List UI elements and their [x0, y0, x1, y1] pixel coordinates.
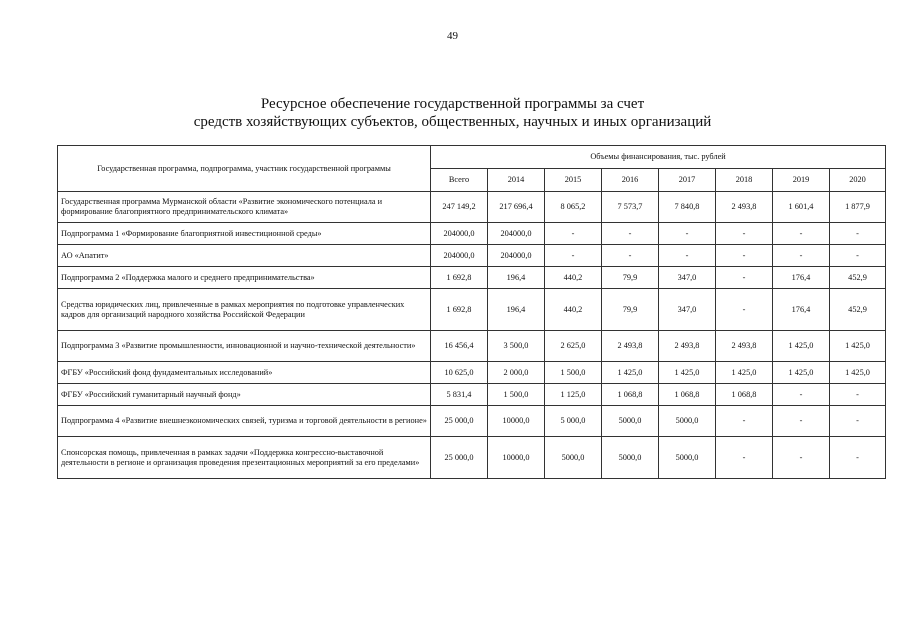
row-value: 196,4: [488, 267, 545, 289]
row-value: 2 493,8: [602, 331, 659, 362]
row-name: Подпрограмма 3 «Развитие промышленности, инновационной и научно-технической деятельности»: [58, 331, 431, 362]
row-value: -: [716, 267, 773, 289]
table-row: [58, 192, 886, 223]
row-value: -: [545, 223, 602, 245]
row-value: 1 500,0: [488, 384, 545, 406]
header-year-2017: 2017: [659, 169, 716, 192]
row-value: 217 696,4: [488, 192, 545, 223]
row-name: Государственная программа Мурманской области «Развитие экономического потенциала и формирование благоприятного предпринимательского климата»: [58, 192, 431, 223]
row-value: 1 425,0: [830, 362, 886, 384]
row-name: ФГБУ «Российский фонд фундаментальных исследований»: [58, 362, 431, 384]
row-value: -: [773, 437, 830, 479]
header-year-2019: 2019: [773, 169, 830, 192]
row-value: 5000,0: [545, 437, 602, 479]
row-name: Спонсорская помощь, привлеченная в рамках задачи «Поддержка конгрессно-выставочной деятельности в регионе и организация проведения презентационных мероприятий за его пределами»: [58, 437, 431, 479]
row-value: 1 692,8: [431, 267, 488, 289]
row-value: 1 425,0: [773, 362, 830, 384]
row-value: -: [830, 437, 886, 479]
row-value: 2 625,0: [545, 331, 602, 362]
financing-table: [57, 145, 886, 479]
row-value: -: [716, 437, 773, 479]
table-row: [58, 245, 886, 267]
row-value: 5 831,4: [431, 384, 488, 406]
row-value: 347,0: [659, 289, 716, 331]
row-name: Подпрограмма 1 «Формирование благоприятной инвестиционной среды»: [58, 223, 431, 245]
row-value: 440,2: [545, 267, 602, 289]
row-value: 204000,0: [488, 245, 545, 267]
row-value: 1 425,0: [659, 362, 716, 384]
row-value: -: [716, 289, 773, 331]
row-value: 176,4: [773, 289, 830, 331]
row-name: Средства юридических лиц, привлеченные в рамках мероприятия по подготовке управленческих кадров для организаций народного хозяйства Российской Федерации: [58, 289, 431, 331]
row-value: 1 601,4: [773, 192, 830, 223]
row-value: 5000,0: [602, 406, 659, 437]
row-value: 440,2: [545, 289, 602, 331]
row-value: 7 573,7: [602, 192, 659, 223]
row-value: 3 500,0: [488, 331, 545, 362]
header-program-name: Государственная программа, подпрограмма, участник государственной программы: [58, 146, 431, 192]
row-value: 1 425,0: [602, 362, 659, 384]
row-value: 1 500,0: [545, 362, 602, 384]
row-name: ФГБУ «Российский гуманитарный научный фонд»: [58, 384, 431, 406]
table-row: [58, 384, 886, 406]
row-value: -: [830, 245, 886, 267]
row-value: 2 493,8: [659, 331, 716, 362]
row-value: 1 068,8: [602, 384, 659, 406]
row-value: 1 877,9: [830, 192, 886, 223]
row-value: -: [773, 406, 830, 437]
header-year-2018: 2018: [716, 169, 773, 192]
row-value: 347,0: [659, 267, 716, 289]
table-row: [58, 267, 886, 289]
table-row: [58, 331, 886, 362]
table-row: [58, 362, 886, 384]
row-value: 7 840,8: [659, 192, 716, 223]
table-row: [58, 223, 886, 245]
row-value: 25 000,0: [431, 406, 488, 437]
row-value: 5000,0: [659, 406, 716, 437]
row-value: -: [716, 406, 773, 437]
row-value: 452,9: [830, 267, 886, 289]
row-value: 1 692,8: [431, 289, 488, 331]
row-value: 2 493,8: [716, 192, 773, 223]
row-value: 10 625,0: [431, 362, 488, 384]
row-name: Подпрограмма 4 «Развитие внешнеэкономических связей, туризма и торговой деятельности в регионе»: [58, 406, 431, 437]
row-value: -: [830, 223, 886, 245]
document-title: [0, 95, 905, 131]
row-value: -: [773, 223, 830, 245]
header-year-2016: 2016: [602, 169, 659, 192]
title-line-2: средств хозяйствующих субъектов, общественных, научных и иных организаций: [193, 114, 712, 130]
row-value: -: [602, 245, 659, 267]
row-value: 79,9: [602, 267, 659, 289]
table-row: [58, 289, 886, 331]
row-name: АО «Апатит»: [58, 245, 431, 267]
row-name: Подпрограмма 2 «Поддержка малого и среднего предпринимательства»: [58, 267, 431, 289]
header-year-2020: 2020: [830, 169, 886, 192]
row-value: 25 000,0: [431, 437, 488, 479]
row-value: 1 425,0: [773, 331, 830, 362]
row-value: 10000,0: [488, 406, 545, 437]
row-value: 196,4: [488, 289, 545, 331]
table-body: [58, 192, 886, 479]
row-value: -: [716, 223, 773, 245]
row-value: -: [773, 384, 830, 406]
row-value: 2 493,8: [716, 331, 773, 362]
row-value: -: [602, 223, 659, 245]
table-row: [58, 437, 886, 479]
row-value: 1 425,0: [830, 331, 886, 362]
row-value: 176,4: [773, 267, 830, 289]
row-value: -: [545, 245, 602, 267]
row-value: 1 125,0: [545, 384, 602, 406]
header-year-2015: 2015: [545, 169, 602, 192]
row-value: 10000,0: [488, 437, 545, 479]
row-value: 79,9: [602, 289, 659, 331]
header-financing-volume: Объемы финансирования, тыс. рублей: [431, 146, 886, 169]
row-value: -: [830, 384, 886, 406]
row-value: -: [773, 245, 830, 267]
row-value: -: [659, 223, 716, 245]
row-value: 204000,0: [488, 223, 545, 245]
row-value: 1 068,8: [716, 384, 773, 406]
header-year-2014: 2014: [488, 169, 545, 192]
row-value: 5 000,0: [545, 406, 602, 437]
row-value: 5000,0: [602, 437, 659, 479]
table-row: [58, 406, 886, 437]
row-value: -: [659, 245, 716, 267]
row-value: 2 000,0: [488, 362, 545, 384]
header-total: Всего: [431, 169, 488, 192]
row-value: 8 065,2: [545, 192, 602, 223]
row-value: 452,9: [830, 289, 886, 331]
page-number: 49: [447, 30, 458, 42]
row-value: 5000,0: [659, 437, 716, 479]
row-value: 1 425,0: [716, 362, 773, 384]
row-value: 204000,0: [431, 245, 488, 267]
row-value: 204000,0: [431, 223, 488, 245]
row-value: 16 456,4: [431, 331, 488, 362]
row-value: 247 149,2: [431, 192, 488, 223]
row-value: -: [830, 406, 886, 437]
row-value: 1 068,8: [659, 384, 716, 406]
row-value: -: [716, 245, 773, 267]
title-line-1: Ресурсное обеспечение государственной программы за счет: [260, 96, 645, 112]
